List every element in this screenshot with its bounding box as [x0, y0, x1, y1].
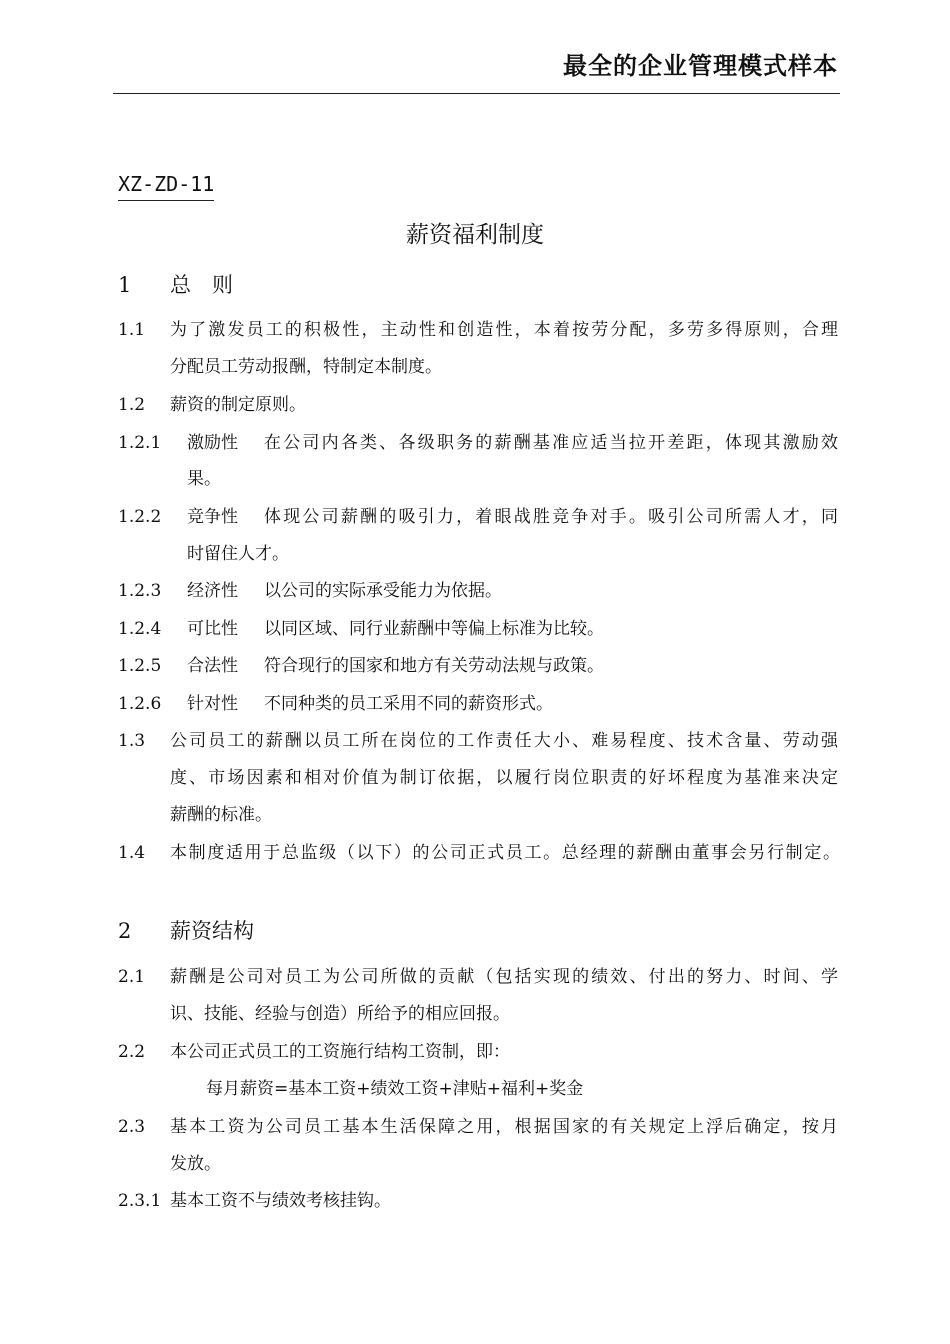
- header-title: 最全的企业管理模式样本: [563, 52, 838, 80]
- header-divider: [113, 93, 840, 94]
- document-code-underline: [118, 200, 214, 201]
- clause-text: 薪酬是公司对员工为公司所做的贡献（包括实现的绩效、付出的努力、时间、学: [170, 967, 838, 987]
- clause-label: 竞争性: [187, 507, 238, 527]
- clause-number: 1.2.6: [118, 694, 162, 714]
- section-1-number: 1: [118, 273, 132, 297]
- clause-label: 激励性: [187, 433, 238, 453]
- section-2-title: 薪资结构: [170, 919, 254, 943]
- clause-text: 公司员工的薪酬以员工所在岗位的工作责任大小、难易程度、技术含量、劳动强: [170, 731, 838, 751]
- section-1-title: 总 则: [170, 273, 233, 297]
- clause-label: 针对性: [187, 694, 238, 714]
- clause-label: 经济性: [187, 581, 238, 601]
- clause-number: 2.3: [118, 1117, 146, 1137]
- clause-text: 薪酬的标准。: [170, 805, 272, 825]
- clause-text: 果。: [187, 469, 221, 489]
- clause-number: 2.3.1: [118, 1191, 162, 1211]
- clause-text: 发放。: [170, 1154, 221, 1174]
- clause-text: 在公司内各类、各级职务的薪酬基准应适当拉开差距，体现其激励效: [264, 433, 838, 453]
- clause-number: 1.2.2: [118, 507, 162, 527]
- clause-text: 符合现行的国家和地方有关劳动法规与政策。: [264, 656, 604, 676]
- clause-number: 1.2.4: [118, 619, 162, 639]
- document-title: 薪资福利制度: [406, 222, 544, 248]
- section-2-number: 2: [118, 919, 132, 943]
- clause-text: 本公司正式员工的工资施行结构工资制，即：: [170, 1042, 510, 1062]
- clause-text: 薪资的制定原则。: [170, 395, 306, 415]
- clause-number: 1.1: [118, 320, 146, 340]
- clause-text: 度、市场因素和相对价值为制订依据，以履行岗位职责的好坏程度为基准来决定: [170, 768, 838, 788]
- clause-text: 体现公司薪酬的吸引力，着眼战胜竞争对手。吸引公司所需人才，同: [264, 507, 838, 527]
- clause-text: 为了激发员工的积极性，主动性和创造性，本着按劳分配，多劳多得原则，合理: [170, 320, 838, 340]
- clause-text: 基本工资为公司员工基本生活保障之用，根据国家的有关规定上浮后确定，按月: [170, 1117, 838, 1137]
- clause-text: 本制度适用于总监级（以下）的公司正式员工。总经理的薪酬由董事会另行制定。: [170, 843, 840, 863]
- clause-number: 1.2: [118, 395, 146, 415]
- clause-text: 以公司的实际承受能力为依据。: [264, 581, 502, 601]
- document-code: XZ-ZD-11: [118, 172, 215, 196]
- clause-text: 时留住人才。: [187, 544, 289, 564]
- clause-number: 1.2.3: [118, 581, 162, 601]
- clause-number: 1.2.1: [118, 433, 162, 453]
- clause-number: 1.3: [118, 731, 146, 751]
- clause-text: 基本工资不与绩效考核挂钩。: [170, 1191, 391, 1211]
- clause-text: 以同区域、同行业薪酬中等偏上标准为比较。: [264, 619, 604, 639]
- salary-formula: 每月薪资=基本工资+绩效工资+津贴+福利+奖金: [206, 1079, 584, 1099]
- clause-number: 1.4: [118, 843, 146, 863]
- clause-number: 2.2: [118, 1042, 146, 1062]
- clause-label: 合法性: [187, 656, 238, 676]
- clause-number: 1.2.5: [118, 656, 162, 676]
- clause-number: 2.1: [118, 967, 146, 987]
- clause-text: 识、技能、经验与创造）所给予的相应回报。: [170, 1004, 510, 1024]
- clause-text: 分配员工劳动报酬，特制定本制度。: [170, 357, 442, 377]
- clause-label: 可比性: [187, 619, 238, 639]
- clause-text: 不同种类的员工采用不同的薪资形式。: [264, 694, 553, 714]
